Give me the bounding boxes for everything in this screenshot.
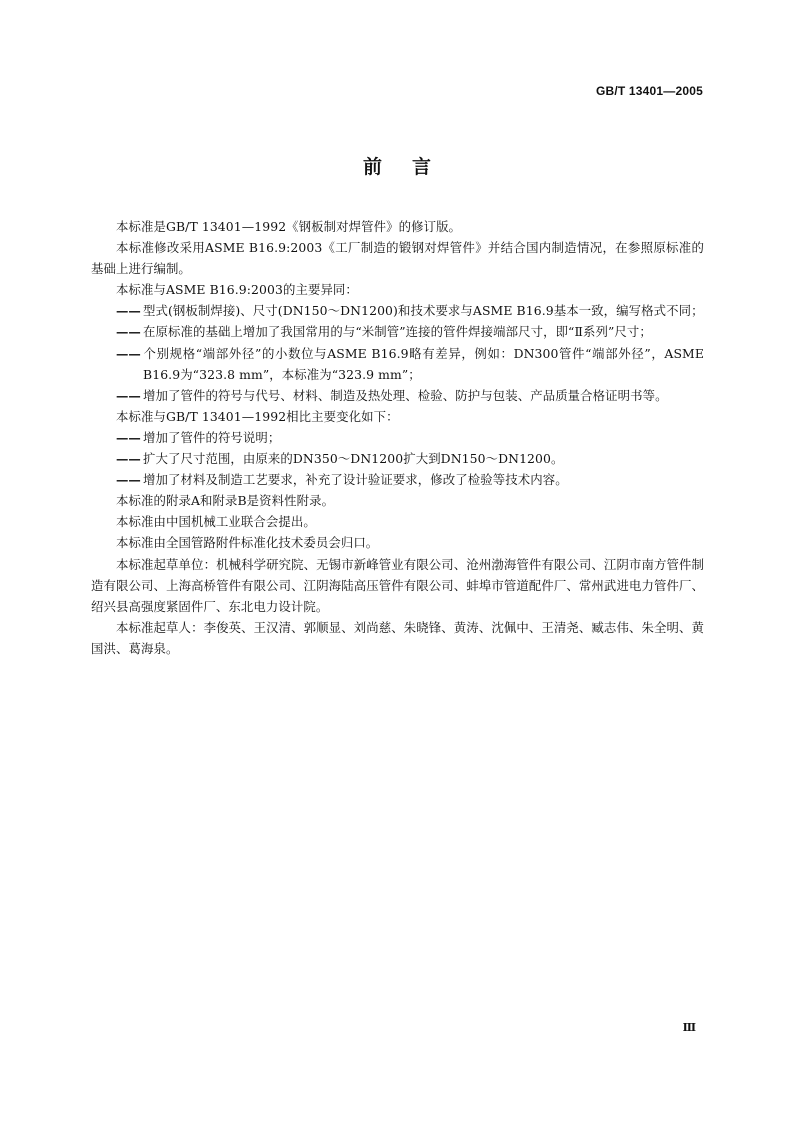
list-item	[91, 300, 704, 321]
page-number: Ⅲ	[682, 1021, 696, 1034]
foreword-body	[91, 216, 704, 659]
list-item-text: 增加了材料及制造工艺要求，补充了设计验证要求，修改了检验等技术内容。	[143, 472, 568, 488]
paragraph-adoption: 本标准修改采用ASME B16.9:2003《工厂制造的锻钢对焊管件》并结合国内制造情况，在参照原标准的基础上进行编制。	[91, 240, 704, 277]
paragraph-changes-intro: 本标准与GB/T 13401—1992相比主要变化如下：	[116, 408, 399, 424]
paragraph-revision: 本标准是GB/T 13401—1992《钢板制对焊管件》的修订版。	[116, 219, 462, 234]
list-item	[91, 448, 704, 469]
dash-marker: ——	[116, 429, 141, 445]
dash-marker: ——	[116, 451, 141, 467]
list-item	[91, 469, 704, 490]
paragraph-drafters: 本标准起草人：李俊英、王汉清、郭顺显、刘尚慈、朱晓锋、黄涛、沈佩中、王清尧、臧志伟、朱全明、黄国洪、葛海泉。	[91, 619, 704, 656]
page-title: 前言	[362, 156, 461, 178]
list-item-text: 增加了管件的符号与代号、材料、制造及热处理、检验、防护与包装、产品质量合格证明书等。	[143, 387, 668, 403]
paragraph-appendix: 本标准的附录A和附录B是资料性附录。	[116, 493, 335, 509]
list-item-text: 型式(钢板制焊接)、尺寸(DN150～DN1200)和技术要求与ASME B16.9基本一致，编写格式不同；	[143, 303, 704, 319]
standard-number: GB/T 13401—2005	[595, 84, 703, 98]
dash-marker: ——	[116, 324, 141, 340]
dash-marker: ——	[116, 303, 141, 319]
dash-marker: ——	[116, 345, 141, 361]
list-item-text: 增加了管件的符号说明；	[143, 429, 281, 445]
list-item-text: 扩大了尺寸范围，由原来的DN350～DN1200扩大到DN150～DN1200。	[143, 451, 564, 467]
list-item	[91, 321, 704, 342]
paragraph-drafting-units: 本标准起草单位：机械科学研究院、无锡市新峰管业有限公司、沧州渤海管件有限公司、江阴市南方管件制造有限公司、上海高桥管件有限公司、江阴海陆高压管件有限公司、蚌埠市管道配件厂、常州武进电力管件厂、绍兴县高强度紧固件厂、东北电力设计院。	[91, 556, 704, 614]
paragraph-committee: 本标准由全国管路附件标准化技术委员会归口。	[116, 535, 379, 551]
paragraph-differences-intro: 本标准与ASME B16.9:2003的主要异同：	[116, 282, 358, 298]
list-item	[91, 427, 704, 448]
dash-marker: ——	[116, 472, 141, 488]
list-item-text: 在原标准的基础上增加了我国常用的与“米制管”连接的管件焊接端部尺寸，即“Ⅱ系列”尺寸；	[143, 324, 652, 340]
list-item	[91, 343, 704, 385]
list-item	[91, 385, 704, 406]
paragraph-proposer: 本标准由中国机械工业联合会提出。	[116, 514, 316, 530]
dash-marker: ——	[116, 387, 141, 403]
list-item-text: 个别规格“端部外径”的小数位与ASME B16.9略有差异，例如：DN300管件“端部外径”，ASME B16.9为“323.8 mm”，本标准为“323.9 mm”；	[143, 345, 704, 382]
